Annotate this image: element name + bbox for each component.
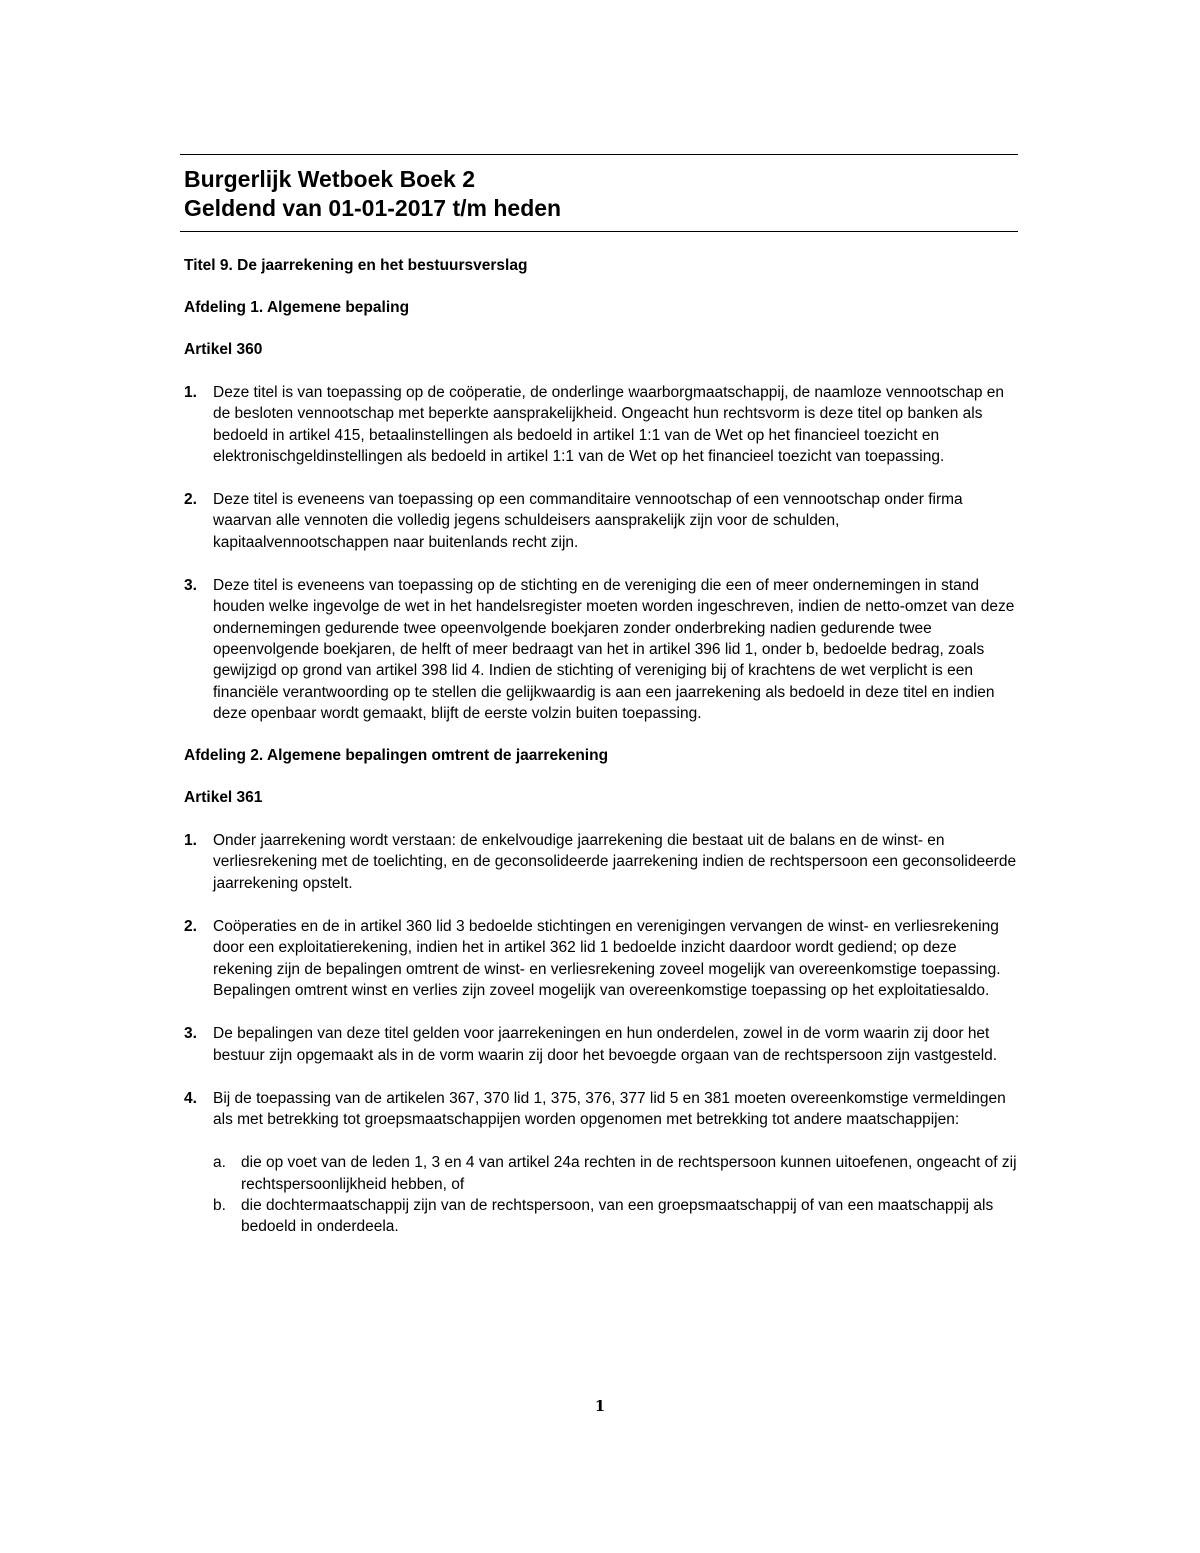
clause-360-3 [180, 575, 1018, 724]
document-title [180, 155, 1018, 231]
artikel-360-heading: Artikel 360 [184, 341, 263, 358]
clause-number: 2. [184, 491, 197, 509]
clause-text: Bij de toepassing van de artikelen 367, 370 lid 1, 375, 376, 377 lid 5 en 381 moeten overeenkomstige vermeldingen als met betrekking tot groepsmaatschappijen worden opgenomen met betrekking tot andere maatschappijen: [213, 1089, 1006, 1129]
subitem-b [213, 1195, 1018, 1238]
clause-number: 3. [184, 1025, 197, 1043]
subitem-text: die op voet van de leden 1, 3 en 4 van artikel 24a rechten in de rechtspersoon kunnen uitoefenen, ongeacht of zij rechtspersoonlijkheid hebben, of [241, 1154, 1017, 1193]
clause-text: Deze titel is van toepassing op de coöperatie, de onderlinge waarborgmaatschappij, de naamloze vennootschap en de besloten vennootschap met beperkte aansprakelijkheid. Ongeacht hun rechtsvorm is deze titel op banken als bedoeld in artikel 415, betaalinstellingen als bedoeld in artikel 1:1 van de Wet op het financieel toezicht en elektronischgeldinstellingen als bedoeld in artikel 1:1 van de Wet op het financieel toezicht van toepassing. [213, 384, 1005, 465]
document-page [180, 154, 1018, 1238]
clause-number: 2. [184, 918, 197, 936]
bottom-rule [180, 231, 1018, 232]
clause-text: Coöperaties en de in artikel 360 lid 3 bedoelde stichtingen en verenigingen vervangen de winst- en verliesrekening door een exploitatierekening, indien het in artikel 362 lid 1 bedoelde inzicht daardoor wordt gediend; op deze rekening zijn de bepalingen omtrent de winst- en verliesrekening zoveel mogelijk van overeenkomstige toepassing. Bepalingen omtrent winst en verlies zijn zoveel mogelijk van overeenkomstige toepassing op het exploitatiesaldo. [213, 918, 1001, 999]
title-line-1: Burgerlijk Wetboek Boek 2 [184, 166, 475, 192]
title-line-2: Geldend van 01-01-2017 t/m heden [184, 195, 562, 221]
artikel-361-clauses [180, 830, 1018, 1237]
subitem-a [213, 1152, 1018, 1195]
titel-heading: Titel 9. De jaarrekening en het bestuursverslag [184, 257, 528, 274]
subitem-label: a. [213, 1154, 226, 1172]
artikel-360-clauses [180, 382, 1018, 724]
clause-361-3 [180, 1023, 1018, 1066]
artikel-361-heading: Artikel 361 [184, 789, 263, 807]
clause-361-1 [180, 830, 1018, 894]
clause-text: Deze titel is eveneens van toepassing op een commanditaire vennootschap of een vennootschap onder firma waarvan alle vennoten die volledig jegens schuldeisers aansprakelijk zijn voor de schulden, kapitaalvennootschappen naar buitenlands recht zijn. [213, 491, 963, 551]
clause-number: 4. [184, 1089, 197, 1107]
clause-number: 3. [184, 577, 197, 595]
subitem-label: b. [213, 1197, 226, 1215]
clause-text: Deze titel is eveneens van toepassing op de stichting en de vereniging die een of meer ondernemingen in stand houden welke ingevolge de wet in het handelsregister moeten worden ingeschreven, indien de netto-omzet van deze ondernemingen gedurende twee opeenvolgende boekjaren zonder onderbreking nadien gedurende twee opeenvolgende boekjaren, de helft of meer bedraagt van het in artikel 396 lid 1, onder b, bedoelde bedrag, zoals gewijzigd op grond van artikel 398 lid 4. Indien de stichting of vereniging bij of krachtens de wet verplicht is een financiële verantwoording op te stellen die gelijkwaardig is aan een jaarrekening als bedoeld in deze titel en indien deze openbaar wordt gemaakt, blijft de eerste volzin buiten toepassing. [213, 577, 1015, 722]
afdeling-2-heading: Afdeling 2. Algemene bepalingen omtrent de jaarrekening [184, 747, 609, 765]
afdeling-1-heading: Afdeling 1. Algemene bepaling [184, 299, 410, 316]
clause-361-4-subitems [213, 1152, 1018, 1237]
clause-text: De bepalingen van deze titel gelden voor jaarrekeningen en hun onderdelen, zowel in de vorm waarin zij door het bestuur zijn opgemaakt als in de vorm waarin zij door het bevoegde orgaan van de rechtspersoon zijn vastgesteld. [213, 1025, 998, 1064]
clause-text: Onder jaarrekening wordt verstaan: de enkelvoudige jaarrekening die bestaat uit de balans en de winst- en verliesrekening met de toelichting, en de geconsolideerde jaarrekening indien de rechtspersoon een geconsolideerde jaarrekening opstelt. [213, 832, 1017, 892]
clause-360-1 [180, 382, 1018, 467]
clause-number: 1. [184, 832, 197, 850]
clause-360-2 [180, 489, 1018, 553]
clause-361-4 [180, 1088, 1018, 1238]
clause-number: 1. [184, 384, 197, 401]
page-number: 1 [594, 1397, 606, 1415]
clause-361-2 [180, 916, 1018, 1001]
subitem-text: die dochtermaatschappij zijn van de rechtspersoon, van een groepsmaatschappij of van een maatschappij als bedoeld in onderdeela. [241, 1197, 994, 1236]
